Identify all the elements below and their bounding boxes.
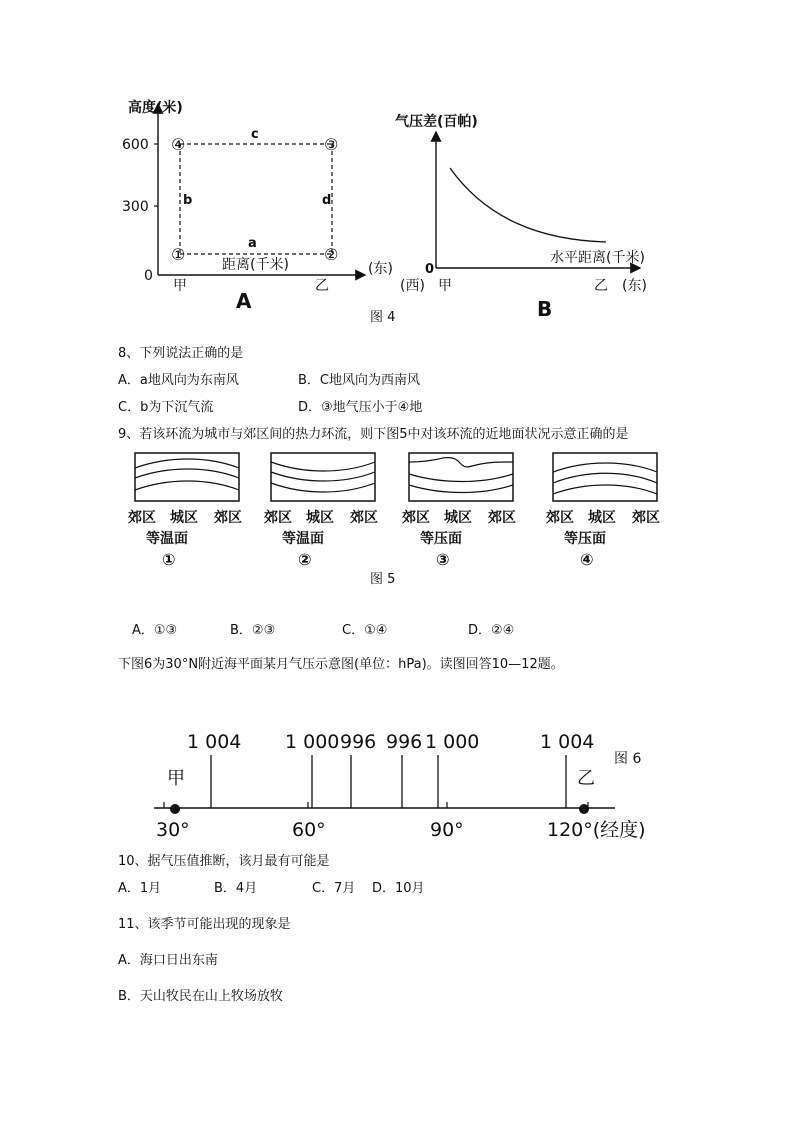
fig5-panel-4: [546, 450, 676, 570]
fig4b-origin: 0: [425, 262, 435, 277]
fig5-p4-label-right: 郊区: [632, 510, 660, 526]
fig5-p4-surface: 等压面: [564, 531, 606, 547]
fig6-p4: 996: [386, 731, 423, 753]
q11-stem: 11、该季节可能出现的现象是: [118, 917, 291, 932]
fig6-p6: 1 004: [540, 731, 595, 753]
q11-option-b: B．天山牧民在山上牧场放牧: [118, 989, 283, 1004]
fig6-place-yi: 乙: [577, 768, 595, 789]
q9-option-a: A．①③: [132, 623, 178, 638]
fig4b-east: (东): [622, 278, 647, 294]
fig4a-point-2: ②: [324, 245, 339, 264]
fig4a-point-4: ④: [171, 135, 186, 154]
fig4b-xlabel: 水平距离(千米): [550, 250, 645, 266]
q10-option-c: C．7月: [312, 881, 356, 896]
fig4a-ylabel: 高度(米): [128, 100, 183, 116]
fig4a-seg-a: a: [248, 236, 257, 251]
fig6-tick-120: 120°(经度): [547, 819, 646, 841]
fig6-point-yi: [579, 804, 589, 814]
fig5-p3-num: ③: [436, 550, 450, 569]
fig5-p1-label-mid: 城区: [170, 510, 198, 526]
fig6-p1: 1 004: [187, 731, 242, 753]
q8-option-b: B．C地风向为西南风: [298, 373, 420, 388]
fig5-p4-label-mid: 城区: [588, 510, 616, 526]
fig5-panel-3: [402, 450, 532, 570]
fig5-p2-surface: 等温面: [282, 531, 324, 547]
fig4a-place-yi: 乙: [315, 278, 329, 294]
fig5-caption: 图 5: [370, 572, 396, 587]
fig5-p4-label-left: 郊区: [546, 510, 574, 526]
fig5-panel-2: [264, 450, 394, 570]
fig4-caption: 图 4: [370, 310, 396, 325]
fig5-p4-num: ④: [580, 550, 594, 569]
fig5-p1-label-left: 郊区: [128, 510, 156, 526]
q9-option-b: B．②③: [230, 623, 276, 638]
fig5-p2-label-right: 郊区: [350, 510, 378, 526]
fig4-panel-b: [392, 90, 682, 320]
q9-stem: 9、若该环流为城市与郊区间的热力环流，则下图5中对该环流的近地面状况示意正确的是: [118, 427, 629, 442]
q10-option-b: B．4月: [214, 881, 258, 896]
fig4b-west: (西): [400, 278, 425, 294]
fig4b-place-yi: 乙: [594, 278, 608, 294]
fig6-tick-90: 90°: [430, 819, 464, 841]
fig4a-seg-b: b: [183, 193, 193, 208]
fig6-tick-60: 60°: [292, 819, 326, 841]
fig5-panel-1: [128, 450, 258, 570]
fig5-p3-label-left: 郊区: [402, 510, 430, 526]
fig4a-ytick-0: 0: [144, 268, 153, 284]
figure-6: [150, 725, 690, 845]
fig4a-xlabel: 距离(千米): [222, 257, 289, 273]
q8-option-d: D．③地气压小于④地: [298, 400, 423, 415]
fig4a-east: (东): [368, 261, 393, 277]
q8-option-a: A．a地风向为东南风: [118, 373, 239, 388]
fig5-p2-label-left: 郊区: [264, 510, 292, 526]
fig5-p2-num: ②: [298, 550, 312, 569]
fig5-p2-label-mid: 城区: [306, 510, 334, 526]
fig4a-point-3: ③: [324, 135, 339, 154]
figure-5: [128, 450, 678, 570]
fig6-caption: 图 6: [614, 751, 642, 767]
fig4b-panel-label: B: [537, 297, 553, 320]
fig4b-curve: [450, 168, 606, 242]
fig6-intro: 下图6为30°N附近海平面某月气压示意图(单位：hPa)。读图回答10—12题。: [118, 657, 564, 672]
q10-option-a: A．1月: [118, 881, 162, 896]
q9-option-d: D．②④: [468, 623, 515, 638]
fig5-p3-label-right: 郊区: [488, 510, 516, 526]
fig4a-point-1: ①: [171, 245, 186, 264]
fig6-place-jia: 甲: [167, 768, 185, 789]
fig4a-seg-c: c: [251, 127, 259, 142]
fig4a-panel-label: A: [236, 289, 252, 313]
q8-stem: 8、下列说法正确的是: [118, 346, 244, 361]
q10-option-d: D．10月: [372, 881, 425, 896]
fig5-p1-label-right: 郊区: [214, 510, 242, 526]
fig6-p3: 996: [340, 731, 377, 753]
figure-4: [110, 90, 680, 330]
fig5-p1-surface: 等温面: [146, 531, 188, 547]
fig5-p3-label-mid: 城区: [444, 510, 472, 526]
fig6-point-jia: [170, 804, 180, 814]
fig4a-seg-d: d: [322, 193, 332, 208]
fig6-p2: 1 000: [285, 731, 340, 753]
fig4a-place-jia: 甲: [173, 278, 187, 294]
q8-option-c: C．b为下沉气流: [118, 400, 214, 415]
fig4-panel-a: [110, 90, 410, 320]
q10-stem: 10、据气压值推断，该月最有可能是: [118, 854, 330, 869]
fig6-tick-30: 30°: [156, 819, 190, 841]
fig5-p3-surface: 等压面: [420, 531, 462, 547]
fig4a-ytick-600: 600: [122, 137, 149, 153]
fig6-p5: 1 000: [425, 731, 480, 753]
fig4b-ylabel: 气压差(百帕): [395, 114, 478, 130]
q11-option-a: A．海口日出东南: [118, 953, 218, 968]
q9-option-c: C．①④: [342, 623, 388, 638]
fig4b-place-jia: 甲: [438, 278, 452, 294]
fig4a-ytick-300: 300: [122, 199, 149, 215]
fig5-p1-num: ①: [162, 550, 176, 569]
